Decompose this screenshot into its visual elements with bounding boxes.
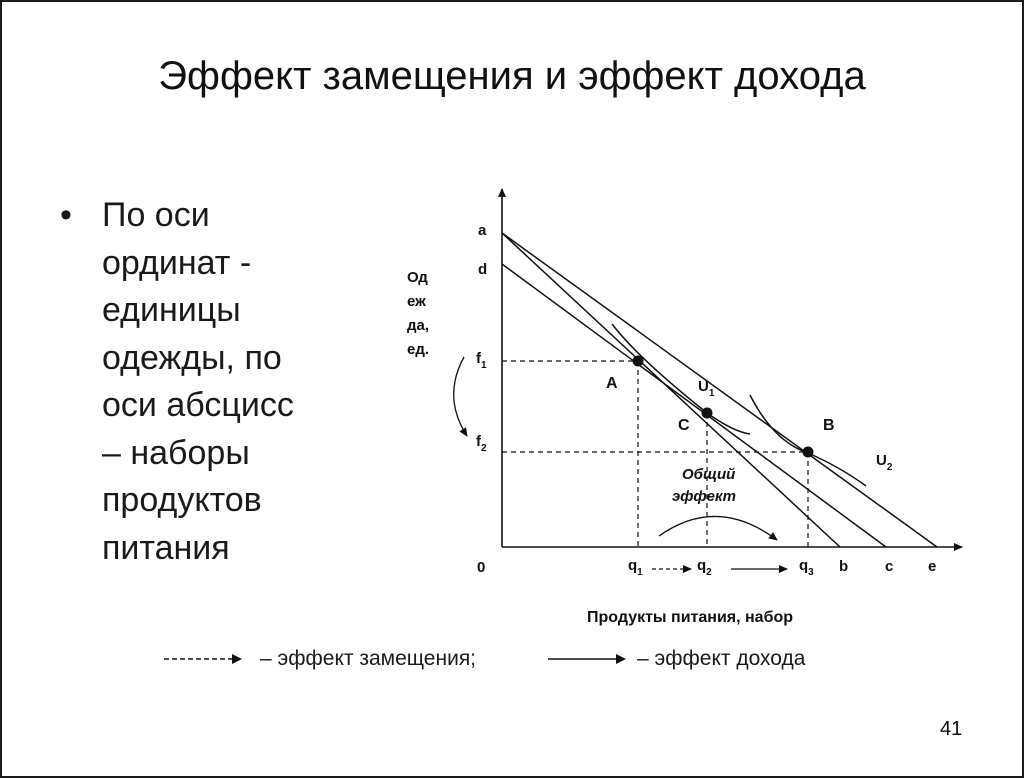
bullet-line: одежды, по [102, 338, 282, 377]
point-c-marker [702, 408, 713, 419]
legend-substitution: – эффект замещения; [260, 647, 477, 670]
bullet-line: оси абсцисс [102, 386, 294, 424]
dashed-arrow-icon [162, 651, 244, 667]
y-axis-label-line: ед. [407, 341, 430, 358]
indifference-diagram [2, 2, 1022, 642]
y-axis-label-line: Од [407, 269, 428, 286]
mark-d: d [478, 261, 488, 278]
point-c-label: C [678, 417, 690, 434]
bullet-line: питания [102, 528, 230, 567]
mark-q1: $q_1$ [628, 557, 643, 578]
y-axis-label-line: еж [407, 293, 426, 310]
point-a-label: A [606, 375, 618, 392]
mark-b: b [839, 558, 849, 575]
mark-e: e [928, 558, 937, 575]
point-b-marker [803, 447, 814, 458]
mark-origin: 0 [477, 559, 486, 576]
curve-u2-label: $U_2$ [876, 452, 893, 473]
bullet-line: По оси [102, 196, 210, 234]
bullet-line: продуктов [102, 481, 262, 519]
page-number: 41 [940, 718, 963, 740]
point-b-label: B [823, 417, 835, 434]
total-effect-label: Общий [682, 466, 736, 483]
total-effect-arrow [659, 516, 777, 540]
mark-f2: $f_2$ [476, 433, 487, 454]
budget-line-ab [502, 233, 840, 547]
solid-arrow-icon [546, 651, 628, 667]
mark-a: a [478, 222, 487, 239]
legend-income: – эффект дохода [637, 647, 806, 670]
price-change-arrow [454, 357, 467, 436]
bullet-line: – наборы [102, 433, 250, 472]
slide-title: Эффект замещения и эффект дохода [158, 54, 866, 98]
y-axis-label-line: да, [407, 317, 430, 334]
x-axis-label: Продукты питания, набор [587, 609, 793, 626]
mark-q3: $q_3$ [799, 557, 814, 578]
mark-q2: $q_2$ [697, 557, 712, 578]
bullet-line: единицы [102, 291, 241, 329]
curve-u1-label: $U_1$ [698, 378, 715, 399]
mark-f1: $f_1$ [476, 350, 487, 371]
mark-c: c [885, 558, 894, 575]
bullet-dot-icon: • [60, 196, 72, 234]
point-a-marker [633, 356, 644, 367]
bullet-line: ординат - [102, 243, 252, 282]
total-effect-label: эффект [672, 488, 736, 505]
